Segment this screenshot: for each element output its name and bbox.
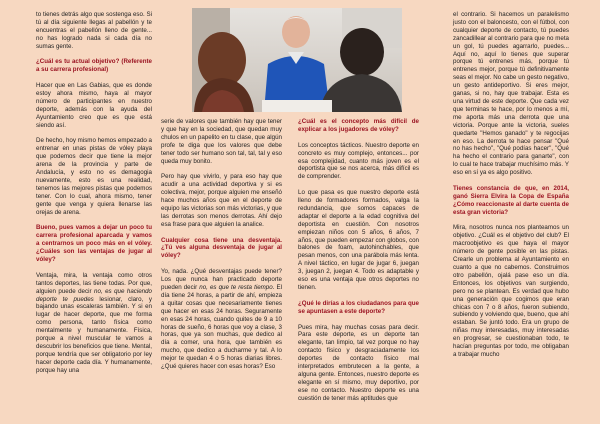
interview-photo-icon xyxy=(192,8,402,112)
col1-paragraph-2: De hecho, hoy mismo hemos empezado a entrenar en unas pistas de vóley playa que podemos decir que tiene la mejor arena de la provincia y parte de Andalucía, y esto no es demagogia nuevamente, esto es una realidad, tenemos las mejores pistas que podemos tener. Con lo cual, ahora mismo, tener gente que venga y quiera llenarse las orejas de arena. xyxy=(36,137,152,216)
col4-question-1: Tienes constancia de que, en 2014, ganó Sierra Elvira la Copa de España ¿Cómo reaccionaste al darte cuenta de esta gran victoria? xyxy=(453,184,569,216)
col3-question-1: ¿Cuál es el concepto más difícil de explicar a los jugadores de vóley? xyxy=(298,118,419,133)
column-2 xyxy=(161,118,282,379)
col4-paragraph-0: el contrario. Si hacemos un paralelismo justo con el baloncesto, con el fútbol, con cualquier deporte de contacto, tú puedes zancadillear al contrario para que no meta un gol, tú puedes agarrarlo, puedes... Aquí no, aquí lo tienes que superar porque tú entrenes más, porque tú entrenes mejor, porque tú definitivamente seas el mejor. No cabe un gesto negativo, un gesto antideportivo. Si eres mejor, ganas, si no, hay que trabajar. Esta es una virtud de este deporte. Que cada vez que terminas te hace, por lo menos a mí, me aporta más una derrota que una victoria. Porque ante la victoria, sueles quedarte "Hemos ganado" y te regocijas en eso. La derrota te hace pensar "Qué no has hecho", "Qué podías hacer", "Qué ha hecho el contrario para ganarte", con lo cual te hace trabajar muchísimo más. Y eso en sí ya es algo positivo. xyxy=(453,11,569,177)
col1-p3-emphasis: no, es que haciendo deporte te puedes xyxy=(36,287,152,303)
col3-paragraph-1: Los conceptos tácticos. Nuestro deporte en concreto es muy complejo, entonces... por esa complejidad, cuanto más joven es el deportista que se nos acerca, más difícil es de comprender. xyxy=(298,141,419,181)
col1-p3-text-a: Ventaja, mira, la ventaja como otros tantos deportes, las tiene todas. Por que, alguien puede decir xyxy=(36,271,152,295)
col1-question-2: Bueno, pues vamos a dejar un poco tu carrera profesional aparcada y vamos a centrarnos un poco más en el vóley. ¿Cuáles son las ventajas de jugar al vóley? xyxy=(36,224,152,264)
interview-photo xyxy=(192,8,402,112)
col1-p3-text-b: lesionar, claro, y bajando unas escaleras también. Y si en lugar de hacer deporte, que me forma como persona, tanto física como mentalmente y humanamente. Física, porque a nivel muscular te vamos a descubrir los beneficios que tiene. Mental, porque tendría que ser obligatorio por ley hacer deporte cada día. Y humanamente, porque hay una xyxy=(36,295,152,374)
col1-paragraph-3 xyxy=(36,272,152,375)
col3-question-2: ¿Qué le dirías a los ciudadanos para que se apuntasen a este deporte? xyxy=(298,299,419,315)
col2-paragraph-2 xyxy=(161,268,282,371)
column-4 xyxy=(453,11,569,367)
col2-paragraph-0: serie de valores que también hay que tener y que hay en la sociedad, que quedan muy chulos en un papelito en tu clase, que algún profe te diga que los valores que debe tener todo ser humano son tal, tal, tal y eso queda muy bonito. xyxy=(161,118,282,165)
col2-question-1: Cualquier cosa tiene una desventaja. ¿Tú ves alguna desventaja de jugar al vóley? xyxy=(161,236,282,260)
col1-question-1: ¿Cuál es tu actual objetivo? (Referente a su carrera profesional) xyxy=(36,58,152,74)
col4-paragraph-1: Mira, nosotros nunca nos planteamos un objetivo. ¿Cuál es el objetivo del club? El macroobjetivo es que haya el mayor número de gente posible en las pistas. Crearle un problema al Ayuntamiento en cuanto a que no cabemos. Construimos otro pabellón, ojalá pase eso un día. Entonces, los objetivos van surgiendo, pero no se plantean. Es verdad que hubo una generación que cogimos que eran chicas con 7 o 8 años, fueron subiendo, subiendo y volviendo que, bueno, que ahí estaban. Se juntó todo. Era un grupo de niñas muy interesadas, muy interesadas en progresar, se cuestionaban todo, te hacían preguntas por todo, me obligaban a trabajar mucho xyxy=(453,224,569,358)
col1-paragraph-1: Hacer que en Las Gabias, que es donde estoy ahora mismo, haya al mayor número de participantes en nuestro deporte, además con la ayuda del Ayuntamiento creo que es que está siendo así. xyxy=(36,82,152,129)
column-1 xyxy=(36,11,152,383)
col2-p2-emphasis: no, es que te resta tiempo xyxy=(199,283,273,291)
col2-p2-text-a: Yo, nada. ¿Qué desventajas puede tener? Los que nunca han practicado deporte pueden decir xyxy=(161,268,282,291)
col2-paragraph-1: Pero hay que vivirlo, y para eso hay que acudir a una actividad deportiva y si es colectiva, mejor, porque alguien me enseñó hace muchos años que en el deporte de equipo las victorias son más victorias, y que las derrotas son menos derrotas. Ahí dejo esa frase para que alguien la analice. xyxy=(161,173,282,228)
col3-paragraph-3: Pues mira, hay muchas cosas para decir. Para este deporte, es un deporte tan elegante, tan limpio, tal vez porque no hay contacto físico y desgraciadamente los deportes de contacto físico mal interpretados embrutecen a la gente, a alguna gente. Entonces, nuestro deporte es elegante en sí mismo, muy deportivo, por ese no contacto. Nuestro deporte es una cuestión de tener más aptitudes que xyxy=(298,323,419,402)
col2-p2-text-b: . El día tiene 24 horas, a partir de ahí, empieza a quitar cosas que necesariamente tienes que hacer en esas 24 horas. Seguramente en esas 24 horas, cuando quites de 9 a 10 horas de sueño, 6 horas que voy a clase, 3 horas, que ya son muchas, que dedico al día a comer, una hora, que también es mucho, que dedico a ducharme y tal. A lo mejor te quedan 4 o 5 horas diarias libres. ¿Qué quieres hacer con esas horas? Eso xyxy=(161,283,282,371)
col1-paragraph-0: to tienes detrás algo que sostenga eso. Si tú al día siguiente llegas al pabellón y te encuentras el pabellón lleno de gente... no has logrado nada si cada día no sumas gente. xyxy=(36,11,152,50)
column-3 xyxy=(298,118,419,410)
col3-paragraph-2: Lo que pasa es que nuestro deporte está lleno de formadores formados, valga la redundancia, que somos capaces de adaptar el deporte a la edad cognitiva del deportista en cuestión. Con nosotros empiezan niños con 5 años, 6 años, 7 años, que pueden empezar con globos, con balones de foam, autohinchables, que pesan menos, con una parábola más lenta. A nivel táctico, en lugar de jugar 6, juegan 3, juegan 2, juegan 4. Todo es adaptable y eso es una ventaja que otros deportes no tienen. xyxy=(298,189,419,291)
